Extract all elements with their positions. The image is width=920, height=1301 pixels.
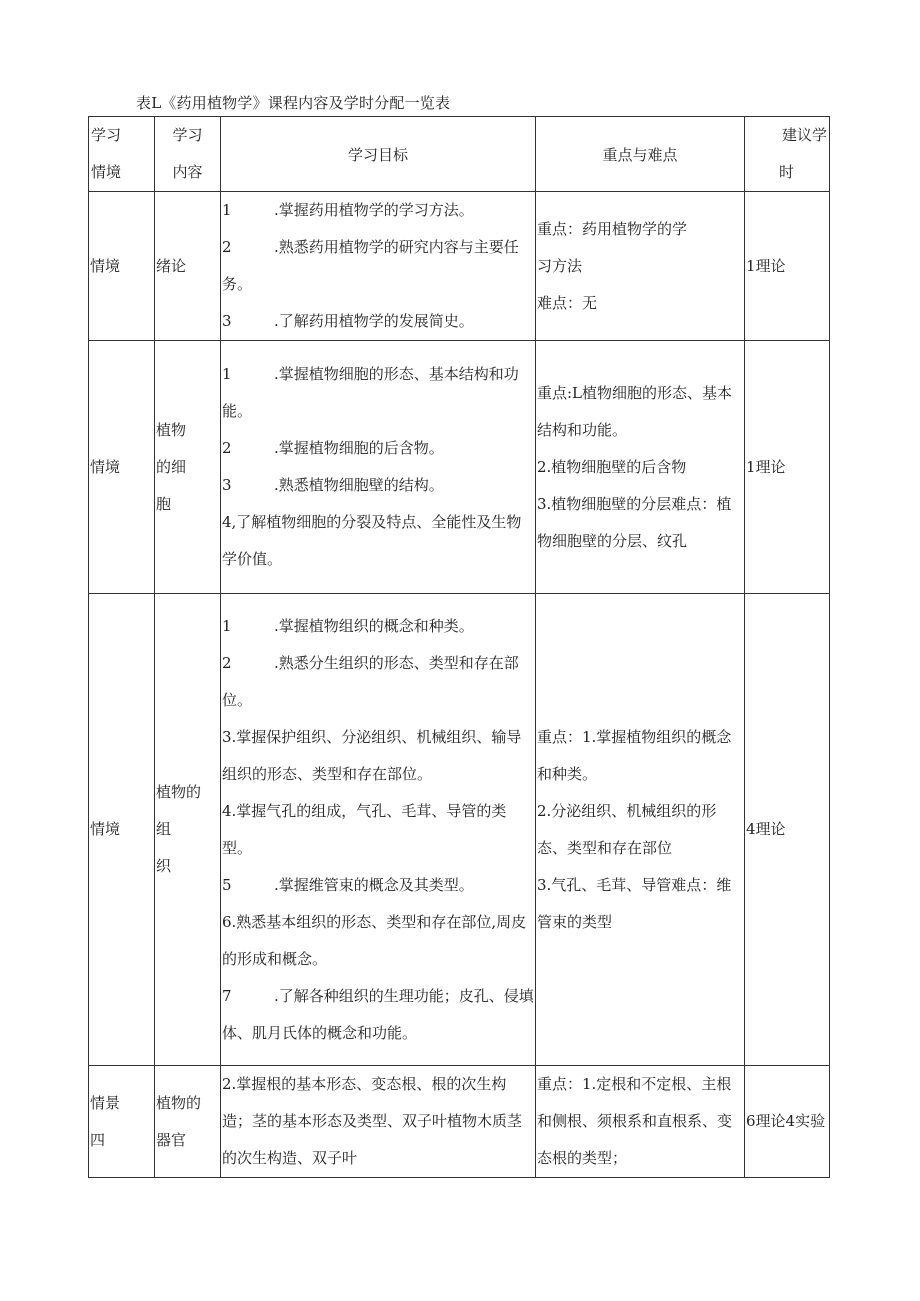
content-cell: 绪论	[155, 192, 221, 341]
table-row	[89, 341, 830, 594]
goal-item: 4.掌握气孔的组成，气孔、毛茸、导管的类型。	[222, 801, 507, 857]
header-hours: 建议学 时	[745, 117, 830, 192]
goals-cell	[221, 594, 536, 1066]
content-cell: 植物的 器官	[155, 1066, 221, 1178]
goal-item: 1 .掌握植物组织的概念和种类。	[222, 616, 474, 635]
goal-item: 3 .了解药用植物学的发展简史。	[222, 312, 474, 330]
key-points-cell: 重点：1.掌握植物组织的概念和种类。 2.分泌组织、机械组织的形态、类型和存在部位 3.气孔、毛茸、导管难点：维管束的类型	[536, 594, 745, 1066]
table-caption: 表L《药用植物学》课程内容及学时分配一览表	[136, 94, 451, 112]
goals-cell	[221, 341, 536, 594]
situation-cell: 情境	[89, 341, 155, 594]
key-points-cell: 重点：1.定根和不定根、主根和侧根、须根系和直根系、变态根的类型；	[536, 1066, 745, 1178]
table-header-row	[89, 117, 830, 192]
table-row	[89, 594, 830, 1066]
goals-cell	[221, 192, 536, 341]
header-content: 学习 内容	[155, 117, 221, 192]
hours-cell: 1理论	[745, 192, 830, 341]
goal-item: 2 .熟悉分生组织的形态、类型和存在部位。	[222, 653, 519, 709]
goal-item: 2.掌握根的基本形态、变态根、根的次生构造；茎的基本形态及类型、双子叶植物木质茎的次生构造、双子叶	[222, 1075, 523, 1167]
situation-cell: 情境	[89, 192, 155, 341]
header-goals: 学习目标	[221, 117, 536, 192]
goal-item: 2 .掌握植物细胞的后含物。	[222, 439, 444, 457]
key-points-cell: 重点:L植物细胞的形态、基本结构和功能。 2.植物细胞壁的后含物 3.植物细胞壁的分层难点：植物细胞壁的分层、纹孔	[536, 341, 745, 594]
content-cell: 植物的 组 织	[155, 594, 221, 1066]
hours-cell: 6理论4实验	[745, 1066, 830, 1178]
content-cell: 植物 的细 胞	[155, 341, 221, 594]
hours-cell: 1理论	[745, 341, 830, 594]
goal-item: 2 .熟悉药用植物学的研究内容与主要任务。	[222, 238, 519, 293]
goal-item: 6.熟悉基本组织的形态、类型和存在部位,周皮的形成和概念。	[222, 912, 527, 968]
table-row	[89, 192, 830, 341]
header-key-points: 重点与难点	[536, 117, 745, 192]
header-situation: 学习 情境	[89, 117, 155, 192]
goal-item: 3.掌握保护组织、分泌组织、机械组织、输导组织的形态、类型和存在部位。	[222, 727, 522, 783]
course-content-table	[88, 116, 830, 1178]
hours-cell: 4理论	[745, 594, 830, 1066]
goal-item: 3 .熟悉植物细胞壁的结构。	[222, 476, 444, 494]
goal-item: 1 .掌握药用植物学的学习方法。	[222, 201, 474, 219]
goal-item: 5 .掌握维管束的概念及其类型。	[222, 875, 474, 894]
key-points-cell: 重点：药用植物学的学 习方法 难点：无	[536, 192, 745, 341]
table-row	[89, 1066, 830, 1178]
situation-cell: 情境	[89, 594, 155, 1066]
goal-item: 1 .掌握植物细胞的形态、基本结构和功能。	[222, 365, 519, 420]
situation-cell: 情景 四	[89, 1066, 155, 1178]
goal-item: 4,了解植物细胞的分裂及特点、全能性及生物学价值。	[222, 513, 522, 568]
goal-item: 7 .了解各种组织的生理功能；皮孔、侵填体、肌月氏体的概念和功能。	[222, 986, 534, 1042]
goals-cell	[221, 1066, 536, 1178]
